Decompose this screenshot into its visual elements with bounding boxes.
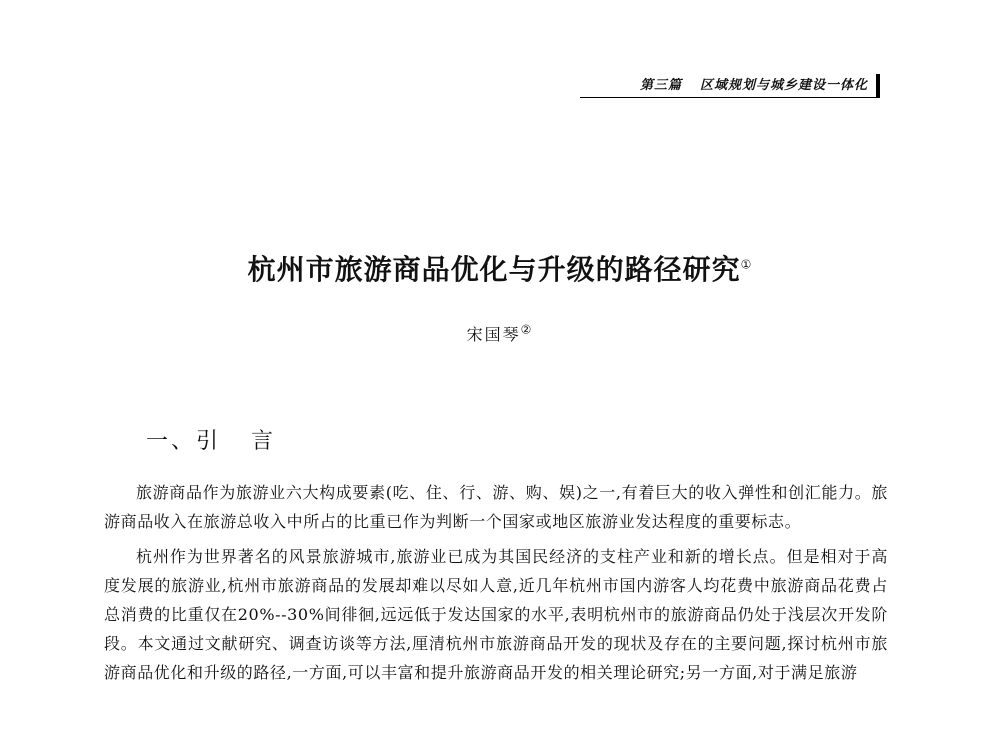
article-title (0, 248, 1000, 288)
body-text (104, 478, 888, 693)
paragraph: 旅游商品作为旅游业六大构成要素(吃、住、行、游、购、娱)之一,有着巨大的收入弹性和创汇能力。旅游商品收入在旅游总收入中所占的比重已作为判断一个国家或地区旅游业发达程度的重要标志。 (104, 483, 888, 531)
article-author (0, 322, 1000, 345)
author-footnote-marker: ② (520, 322, 534, 337)
title-footnote-marker: ① (740, 257, 753, 272)
paragraph: 杭州作为世界著名的风景旅游城市,旅游业已成为其国民经济的支柱产业和新的增长点。但是相对于高度发展的旅游业,杭州市旅游商品的发展却难以尽如人意,近几年杭州市国内游客人均花费中旅游商品花费占总消费的比重仅在20%--30%间徘徊,远远低于发达国家的水平,表明杭州市的旅游商品仍处于浅层次开发阶段。本文通过文献研究、调查访谈等方法,厘清杭州市旅游商品开发的现状及存在的主要问题,探讨杭州市旅游商品优化和升级的路径,一方面,可以丰富和提升旅游商品开发的相关理论研究;另一方面,对于满足旅游 (104, 547, 888, 682)
section-title: 言 (251, 429, 277, 454)
author-name: 宋国琴 (466, 325, 521, 344)
article-title-text: 杭州市旅游商品优化与升级的路径研究 (247, 253, 741, 286)
section-heading (146, 424, 276, 455)
header-section-title: 区域规划与城乡建设一体化 (699, 78, 868, 93)
section-number: 一、引 (146, 429, 222, 454)
running-header (580, 74, 880, 98)
header-part-label: 第三篇 (639, 78, 682, 93)
